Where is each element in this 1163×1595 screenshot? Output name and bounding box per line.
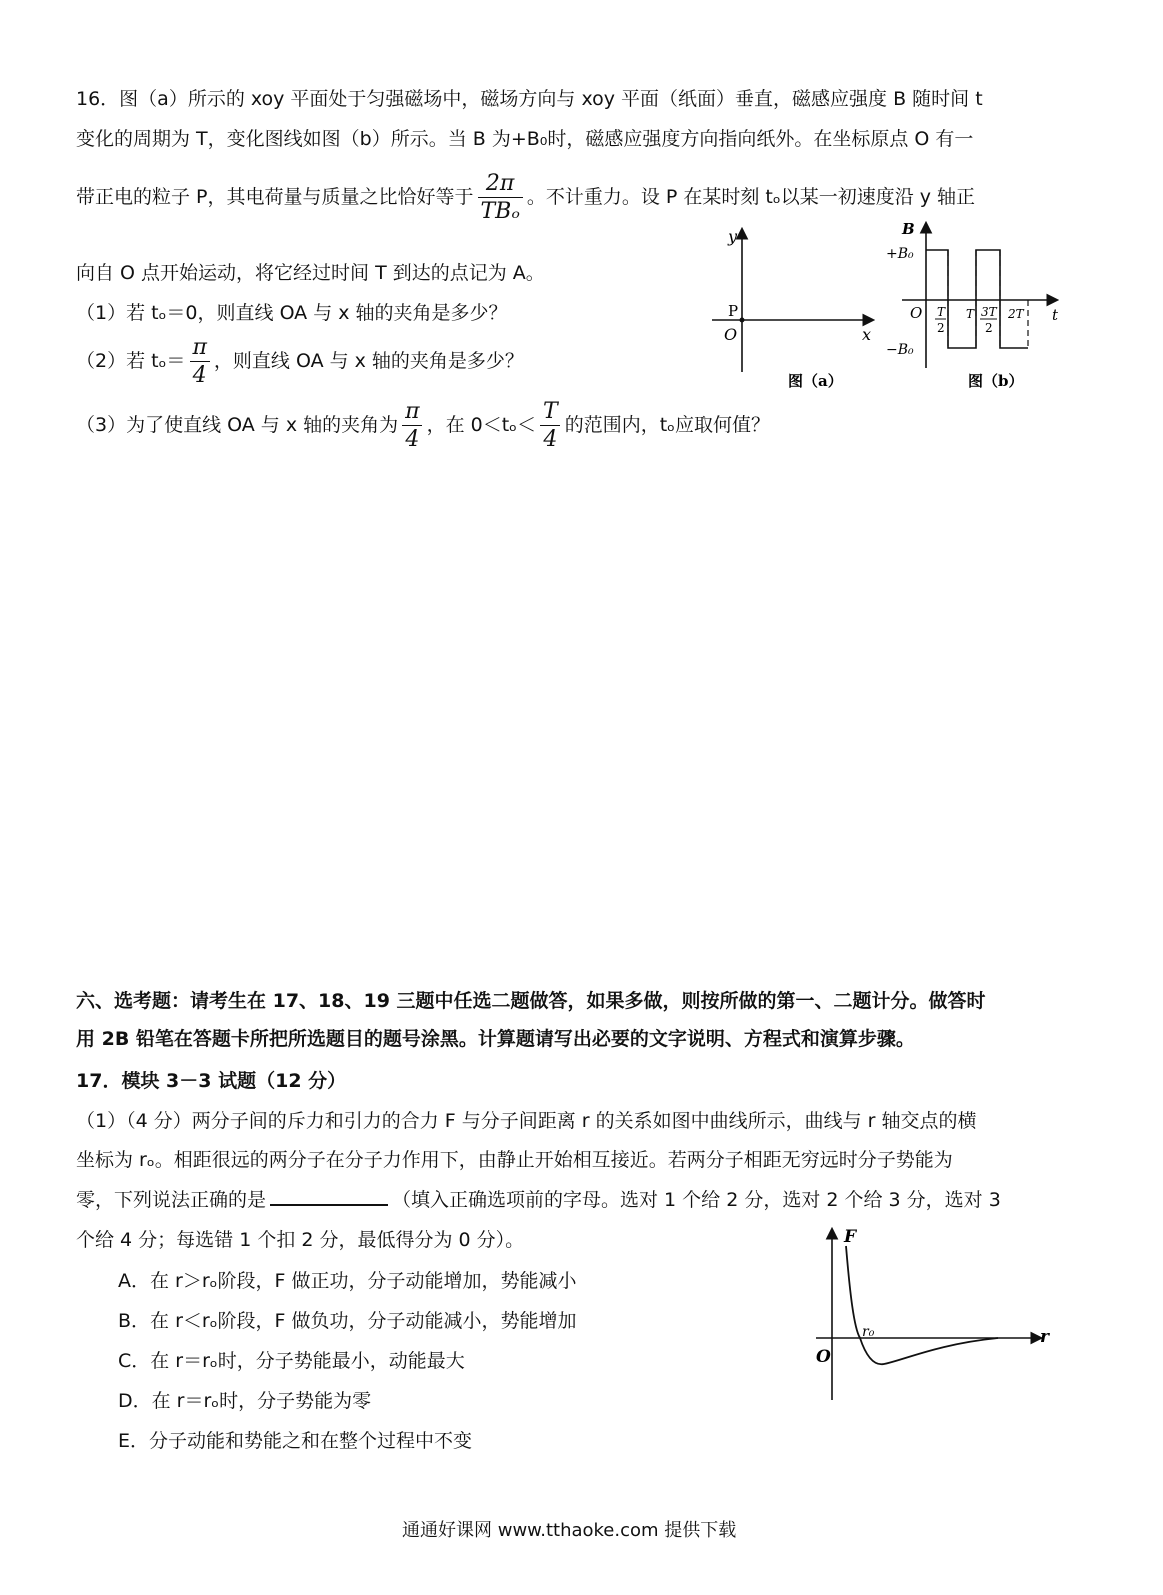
tick-half-num: T — [937, 305, 946, 319]
section6-line2: 用 2B 铅笔在答题卡所把所选题目的题号涂黑。计算题请写出必要的文字说明、方程式和演算步骤。 — [76, 1028, 915, 1050]
r-axis-label: r — [1040, 1327, 1049, 1347]
fraction-numerator: T — [543, 398, 558, 424]
option-c: C．在 r＝rₒ时，分子势能最小，动能最大 — [118, 1350, 465, 1372]
figure-a-coordinate-plane — [700, 222, 890, 392]
tick-3half-den: 2 — [985, 321, 993, 335]
force-distance-graph — [808, 1224, 1058, 1404]
q17-line3-pre: 零，下列说法正确的是 — [76, 1189, 267, 1211]
origin-label: O — [816, 1347, 831, 1367]
q16-line3-post: 。不计重力。设 P 在某时刻 tₒ以某一初速度沿 y 轴正 — [526, 186, 976, 208]
pi-over-4-fraction — [402, 400, 422, 452]
section6-line1: 六、选考题：请考生在 17、18、19 三题中任选二题做答，如果多做，则按所做的第一、二题计分。做答时 — [76, 990, 986, 1012]
particle-dot — [740, 318, 745, 323]
q17-line4: 个给 4 分；每选错 1 个扣 2 分，最低得分为 0 分）。 — [76, 1229, 525, 1251]
option-d: D．在 r＝rₒ时，分子势能为零 — [118, 1390, 372, 1412]
q16-sub3-pre: （3）为了使直线 OA 与 x 轴的夹角为 — [76, 414, 399, 436]
tick-t: T — [966, 307, 975, 321]
figure-a-caption: 图（a） — [788, 372, 843, 390]
fraction-denominator: 4 — [190, 361, 210, 388]
footer-credit: 通通好课网 www.tthaoke.com 提供下载 — [402, 1520, 737, 1541]
q16-line2: 变化的周期为 T，变化图线如图（b）所示。当 B 为+B₀时，磁感应强度方向指向纸外。在坐标原点 O 有一 — [76, 128, 974, 150]
q16-sub2-post: ，则直线 OA 与 x 轴的夹角是多少？ — [213, 350, 524, 372]
q17-title: 17．模块 3－3 试题（12 分） — [76, 1070, 347, 1092]
fraction-denominator: 4 — [540, 425, 560, 452]
q16-sub2 — [76, 334, 524, 388]
x-axis-label: x — [862, 325, 872, 344]
b-axis-label: B — [902, 220, 915, 238]
q17-line3-post: （填入正确选项前的字母。选对 1 个给 2 分，选对 2 个给 3 分，选对 3 — [392, 1189, 1001, 1211]
fraction-denominator: 4 — [402, 425, 422, 452]
q16-line1: 16．图（a）所示的 xoy 平面处于匀强磁场中，磁场方向与 xoy 平面（纸面）垂直，磁感应强度 B 随时间 t — [76, 88, 983, 110]
fraction-numerator: π — [192, 334, 207, 360]
t-over-4-fraction — [540, 400, 561, 452]
q16-sub3-post: 的范围内，tₒ应取何值？ — [564, 414, 771, 436]
answer-blank — [270, 1186, 388, 1206]
q16-line3 — [76, 170, 975, 224]
q16-line3-pre: 带正电的粒子 P，其电荷量与质量之比恰好等于 — [76, 186, 474, 208]
option-b: B．在 r＜rₒ阶段，F 做负功，分子动能减小，势能增加 — [118, 1310, 577, 1332]
q16-sub3-mid: ，在 0＜tₒ＜ — [426, 414, 537, 436]
f-axis-label: F — [844, 1227, 857, 1247]
fraction-numerator: 2π — [485, 170, 515, 196]
charge-mass-ratio-fraction — [478, 172, 523, 224]
y-axis-label: y — [728, 227, 738, 246]
force-curve — [846, 1246, 998, 1364]
q17-line3 — [76, 1185, 1001, 1212]
option-a: A．在 r＞rₒ阶段，F 做正功，分子动能增加，势能减小 — [118, 1270, 577, 1292]
tick-3half-num: 3T — [981, 305, 997, 319]
tick-half-den: 2 — [937, 321, 945, 335]
figure-b-caption: 图（b） — [968, 372, 1024, 390]
q16-sub3 — [76, 398, 770, 452]
r0-label: r₀ — [862, 1324, 875, 1340]
fraction-numerator: π — [405, 398, 420, 424]
positive-b0-label: +B₀ — [886, 246, 914, 262]
option-e: E．分子动能和势能之和在整个过程中不变 — [118, 1430, 473, 1452]
q16-sub2-pre: （2）若 tₒ＝ — [76, 350, 186, 372]
figure-b-square-wave — [880, 212, 1070, 394]
origin-label: O — [724, 325, 738, 344]
t-axis-label: t — [1052, 306, 1059, 324]
particle-label: P — [728, 302, 739, 320]
fraction-denominator: TBₒ — [478, 197, 523, 224]
tick-2t: 2T — [1008, 307, 1024, 321]
origin-label: O — [910, 304, 923, 322]
q16-line4: 向自 O 点开始运动，将它经过时间 T 到达的点记为 A。 — [76, 262, 545, 284]
pi-over-4-fraction — [189, 336, 209, 388]
q16-sub1: （1）若 tₒ＝0，则直线 OA 与 x 轴的夹角是多少？ — [76, 302, 508, 324]
negative-b0-label: −B₀ — [886, 342, 914, 358]
q17-line1: （1）（4 分）两分子间的斥力和引力的合力 F 与分子间距离 r 的关系如图中曲线所示，曲线与 r 轴交点的横 — [76, 1110, 977, 1132]
q17-line2: 坐标为 rₒ。相距很远的两分子在分子力作用下，由静止开始相互接近。若两分子相距无穷远时分子势能为 — [76, 1149, 953, 1171]
